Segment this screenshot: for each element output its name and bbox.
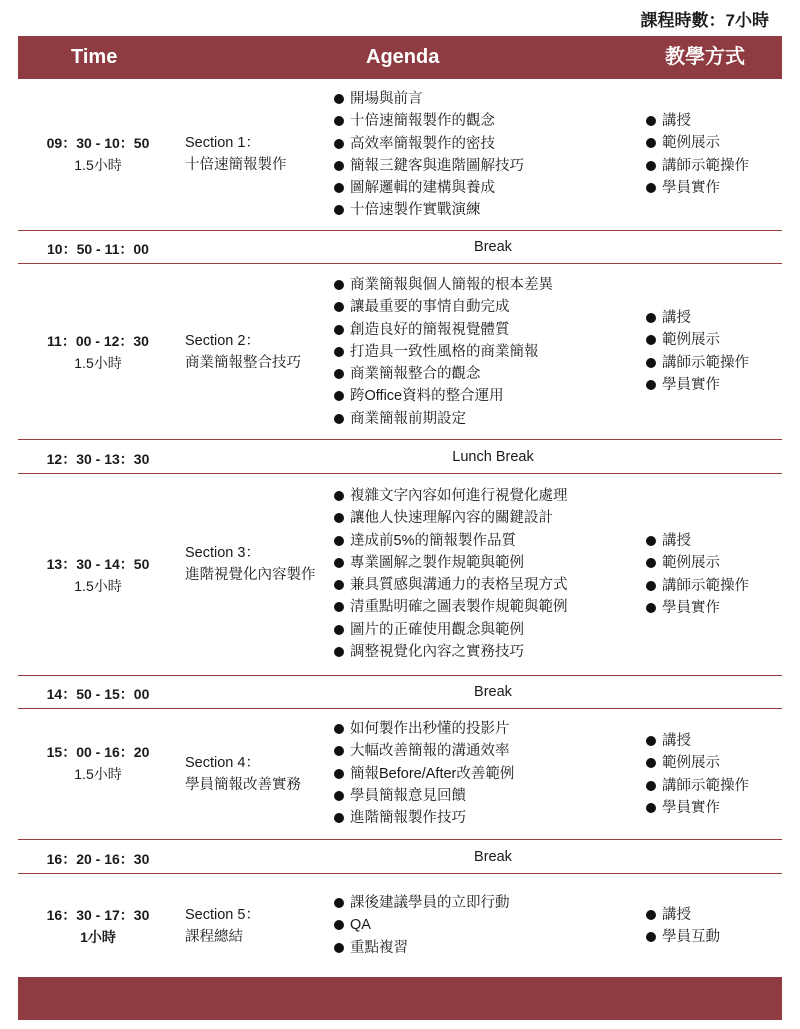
method-item: 範例展示 [646,329,749,351]
agenda-item: 讓他人快速理解內容的關鍵設計 [334,507,568,529]
agenda-item: 調整視覺化內容之實務技巧 [334,641,568,663]
agenda-item: 學員簡報意見回饋 [334,785,514,807]
bullet-icon [334,558,344,568]
bullet-icon [334,369,344,379]
method-list [646,730,749,819]
break-time: 10：50 - 11：00 [47,241,149,257]
header-method: 教學方式 [665,46,745,68]
agenda-item: 重點複習 [334,937,510,959]
duration: 1.5小時 [74,355,122,371]
agenda-item: 創造良好的簡報視覺體質 [334,319,553,341]
method-item: 範例展示 [646,752,749,774]
agenda-item: 商業簡報前期設定 [334,408,553,430]
bullet-icon [334,491,344,501]
agenda-item: 打造具一致性風格的商業簡報 [334,341,553,363]
bullet-icon [334,391,344,401]
method-item: 講授 [646,730,749,752]
time-range: 16：30 - 17：30 [46,907,150,923]
bullet-icon [646,358,656,368]
bullet-icon [334,920,344,930]
agenda-item: 簡報Before/After改善範例 [334,763,514,785]
agenda-item: 跨Office資料的整合運用 [334,385,553,407]
break-label: Break [474,849,512,865]
bullet-icon [646,335,656,345]
bullet-icon [334,898,344,908]
section-title: 學員簡報改善實務 [185,777,301,793]
section-title: 課程總結 [185,929,243,945]
agenda-item: 兼具質感與溝通力的表格呈現方式 [334,574,568,596]
method-item: 講師示範操作 [646,155,749,177]
section-number: Section 4： [185,755,260,771]
session-row-4 [18,709,782,840]
table-header [18,36,782,79]
break-label: Lunch Break [452,449,534,465]
method-item: 講授 [646,110,749,132]
section-number: Section 1： [185,135,260,151]
method-list [646,110,749,199]
agenda-item: 清重點明確之圖表製作規範與範例 [334,596,568,618]
method-list [646,530,749,619]
method-item: 講授 [646,307,749,329]
agenda-item: 達成前5%的簡報製作品質 [334,530,568,552]
bullet-icon [334,94,344,104]
method-item: 講授 [646,904,720,926]
session-time [18,904,178,948]
agenda-item: 商業簡報整合的觀念 [334,363,553,385]
bullet-icon [334,943,344,953]
agenda-item: 大幅改善簡報的溝通效率 [334,740,514,762]
bullet-icon [646,313,656,323]
header-agenda: Agenda [366,46,440,68]
session-time [18,553,178,597]
method-item: 講師示範操作 [646,352,749,374]
section-title: 商業簡報整合技巧 [185,355,301,371]
agenda-list [334,274,553,430]
time-range: 11：00 - 12：30 [47,333,149,349]
duration: 1小時 [80,929,116,945]
bullet-icon [646,803,656,813]
agenda-list [334,892,510,959]
agenda-item: 商業簡報與個人簡報的根本差異 [334,274,553,296]
method-item: 範例展示 [646,132,749,154]
agenda-item: 如何製作出秒懂的投影片 [334,718,514,740]
duration: 1.5小時 [74,766,122,782]
agenda-item: 高效率簡報製作的密技 [334,133,524,155]
method-item: 學員實作 [646,597,749,619]
method-item: 學員實作 [646,177,749,199]
agenda-item: 十倍速製作實戰演練 [334,199,524,221]
agenda-list [334,88,524,222]
break-time: 12：30 - 13：30 [46,451,150,467]
agenda-item: 圖片的正確使用觀念與範例 [334,619,568,641]
break-row-4 [18,840,782,874]
bullet-icon [334,536,344,546]
bullet-icon [334,325,344,335]
section-number: Section 5： [185,907,260,923]
section-info [185,542,327,586]
agenda-item: 簡報三鍵客與進階圖解技巧 [334,155,524,177]
bullet-icon [646,932,656,942]
section-info [185,904,335,948]
duration: 1.5小時 [74,578,122,594]
time-range: 15：00 - 16：20 [46,744,150,760]
bullet-icon [646,116,656,126]
method-item: 學員互動 [646,926,720,948]
bullet-icon [334,161,344,171]
session-row-3 [18,474,782,676]
section-number: Section 2： [185,333,260,349]
bullet-icon [334,513,344,523]
agenda-item: 專業圖解之製作規範與範例 [334,552,568,574]
break-label: Break [474,684,512,700]
time-range: 13：30 - 14：50 [46,556,150,572]
bullet-icon [334,813,344,823]
total-hours: 課程時數：7小時 [640,11,769,30]
header-time: Time [71,46,118,68]
agenda-item: 圖解邏輯的建構與養成 [334,177,524,199]
break-row-1 [18,231,782,264]
agenda-list [334,718,514,829]
session-row-5 [18,874,782,977]
method-item: 講師示範操作 [646,775,749,797]
method-item: 講師示範操作 [646,575,749,597]
bullet-icon [334,116,344,126]
bullet-icon [334,746,344,756]
bullet-icon [334,302,344,312]
time-range: 09：30 - 10：50 [46,135,150,151]
break-row-2 [18,440,782,474]
break-time: 14：50 - 15：00 [46,686,150,702]
break-label: Break [474,239,512,255]
bullet-icon [334,280,344,290]
bullet-icon [646,758,656,768]
method-item: 範例展示 [646,552,749,574]
session-row-1 [18,79,782,231]
bullet-icon [646,558,656,568]
duration: 1.5小時 [74,157,122,173]
footer-bar [18,977,782,1020]
bullet-icon [334,791,344,801]
section-title: 十倍速簡報製作 [185,157,287,173]
break-time: 16：20 - 16：30 [46,851,150,867]
session-time [18,741,178,785]
bullet-icon [646,536,656,546]
section-title: 進階視覺化內容製作 [185,567,316,583]
agenda-item: 開場與前言 [334,88,524,110]
bullet-icon [646,781,656,791]
bullet-icon [334,724,344,734]
agenda-item: 進階簡報製作技巧 [334,807,514,829]
bullet-icon [646,183,656,193]
section-info [185,132,335,176]
session-time [18,132,178,176]
bullet-icon [334,602,344,612]
bullet-icon [334,205,344,215]
agenda-item: 十倍速簡報製作的觀念 [334,110,524,132]
method-item: 學員實作 [646,374,749,396]
method-list [646,307,749,396]
bullet-icon [334,347,344,357]
method-item: 學員實作 [646,797,749,819]
bullet-icon [646,161,656,171]
bullet-icon [646,581,656,591]
section-info [185,752,335,796]
agenda-list [334,485,568,663]
agenda-item: 複雜文字內容如何進行視覺化處理 [334,485,568,507]
bullet-icon [334,414,344,424]
method-list [646,904,720,949]
bullet-icon [646,910,656,920]
break-row-3 [18,676,782,709]
bullet-icon [334,625,344,635]
bullet-icon [334,647,344,657]
agenda-item: 課後建議學員的立即行動 [334,892,510,914]
bullet-icon [334,183,344,193]
session-row-2 [18,264,782,440]
bullet-icon [334,769,344,779]
bullet-icon [334,139,344,149]
agenda-item: 讓最重要的事情自動完成 [334,296,553,318]
bullet-icon [334,580,344,590]
bullet-icon [646,380,656,390]
bullet-icon [646,138,656,148]
section-number: Section 3： [185,545,260,561]
bullet-icon [646,603,656,613]
method-item: 講授 [646,530,749,552]
agenda-item: QA [334,914,510,936]
section-info [185,330,335,374]
bullet-icon [646,736,656,746]
session-time [18,330,178,374]
